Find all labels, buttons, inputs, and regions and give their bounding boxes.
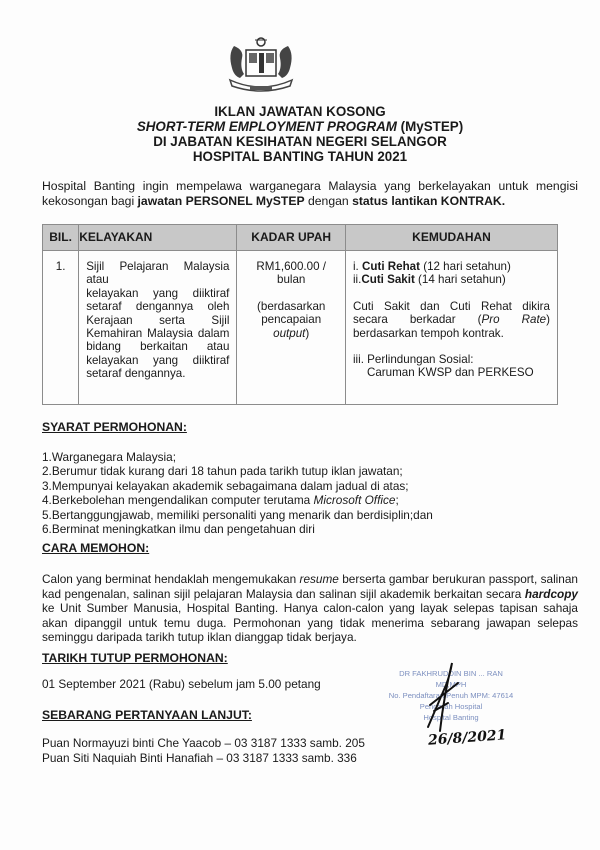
benefit-item: i. Cuti Rehat (12 hari setahun) bbox=[352, 260, 511, 273]
pertanyaan-heading: SEBARANG PERTANYAAN LANJUT: bbox=[42, 708, 252, 722]
cell-kemudahan: i. Cuti Rehat (12 hari setahun) ii.Cuti Sakit (14 hari setahun) Cuti Sakit dan Cuti Rehat dikira secara berkadar (Pro Rate) berdasarkan tempoh kontrak. iii. Perlindungan Sosial: Caruman KWSP dan PERKESO bbox=[345, 251, 557, 405]
benefit-item: ii.Cuti Sakit (14 hari setahun) bbox=[352, 273, 506, 287]
title-line-1: IKLAN JAWATAN KOSONG bbox=[214, 104, 386, 119]
tarikh-heading: TARIKH TUTUP PERMOHONAN: bbox=[42, 651, 228, 665]
contact-item: Puan Normayuzi binti Che Yaacob – 03 3187 1333 samb. 205 bbox=[42, 736, 365, 750]
cell-bil: 1. bbox=[43, 251, 79, 405]
program-name: SHORT-TERM EMPLOYMENT PROGRAM bbox=[136, 119, 397, 134]
cara-paragraph: Calon yang berminat hendaklah mengemukakan resume berserta gambar berukuran passport, salinan kad pengenalan, salinan sijil pelajaran Malaysia dan salinan sijil akademik berkaitan secara hardcopy ke Unit Sumber Manusia, Hospital Banting. Hanya calon-calon yang layak selepas tapisan sahaja akan dipanggil untuk temu duga. Permohonan yang tidak menerima sebarang jawapan selepas seminggu daripada tarikh tutup iklan dianggap tidak berjaya. bbox=[42, 572, 578, 645]
official-stamp: DR FAKHRUDDIN BIN ... RAN MD,MPH No. Pendaftaran Penuh MPM: 47614 Pengarah Hospital Hospital Banting bbox=[388, 669, 514, 722]
cell-kadar-upah: RM1,600.00 / bulan (berdasarkan pencapaian output) bbox=[237, 251, 346, 405]
cara-heading: CARA MEMOHON: bbox=[42, 541, 150, 555]
list-item: 2.Berumur tidak kurang dari 18 tahun pada tarikh tutup iklan jawatan; bbox=[42, 464, 403, 479]
table-header-row bbox=[43, 225, 558, 251]
job-table bbox=[42, 224, 558, 405]
list-item: 6.Berminat meningkatkan ilmu dan pengetahuan diri bbox=[42, 522, 315, 537]
benefit-item: iii. Perlindungan Sosial: bbox=[352, 353, 474, 367]
salary: RM1,600.00 / bbox=[256, 260, 326, 273]
header-kemudahan: KEMUDAHAN bbox=[345, 225, 557, 251]
title-line-2: SHORT-TERM EMPLOYMENT PROGRAM (MySTEP) bbox=[136, 119, 464, 134]
syarat-heading: SYARAT PERMOHONAN: bbox=[42, 420, 187, 434]
closing-date: 01 September 2021 (Rabu) sebelum jam 5.00 petang bbox=[42, 677, 321, 691]
cell-kelayakan: Sijil Pelajaran Malaysia atau kelayakan yang diiktiraf setaraf dengannya oleh Kerajaan serta Sijil Kemahiran Malaysia dalam bidang berkaitan atau kelayakan yang diiktiraf setaraf dengannya. bbox=[79, 251, 237, 405]
contact-item: Puan Siti Naquiah Binti Hanafiah – 03 3187 1333 samb. 336 bbox=[42, 750, 357, 765]
title-line-3: DI JABATAN KESIHATAN NEGERI SELANGOR bbox=[153, 134, 447, 149]
contact-list bbox=[42, 736, 365, 765]
handwritten-date: 26/8/2021 bbox=[427, 727, 507, 749]
requirements-list bbox=[42, 450, 433, 536]
title-line-4: HOSPITAL BANTING TAHUN 2021 bbox=[192, 149, 408, 164]
header-bil: BIL. bbox=[43, 225, 79, 251]
list-item: 4.Berkebolehan mengendalikan computer terutama Microsoft Office; bbox=[42, 493, 399, 508]
header-kadar-upah: KADAR UPAH bbox=[237, 225, 346, 251]
intro-paragraph: Hospital Banting ingin mempelawa warganegara Malaysia yang berkelayakan untuk mengisi kekosongan bagi jawatan PERSONEL MySTEP dengan status lantikan KONTRAK. bbox=[42, 179, 578, 208]
coat-of-arms-icon bbox=[224, 36, 298, 94]
header-kelayakan: KELAYAKAN bbox=[79, 225, 237, 251]
list-item: 5.Bertanggungjawab, memiliki personaliti yang menarik dan berdisiplin;dan bbox=[42, 507, 433, 522]
table-row bbox=[43, 251, 558, 405]
list-item: 3.Mempunyai kelayakan akademik sebagaimana dalam jadual di atas; bbox=[42, 478, 409, 493]
list-item: 1.Warganegara Malaysia; bbox=[42, 450, 176, 464]
